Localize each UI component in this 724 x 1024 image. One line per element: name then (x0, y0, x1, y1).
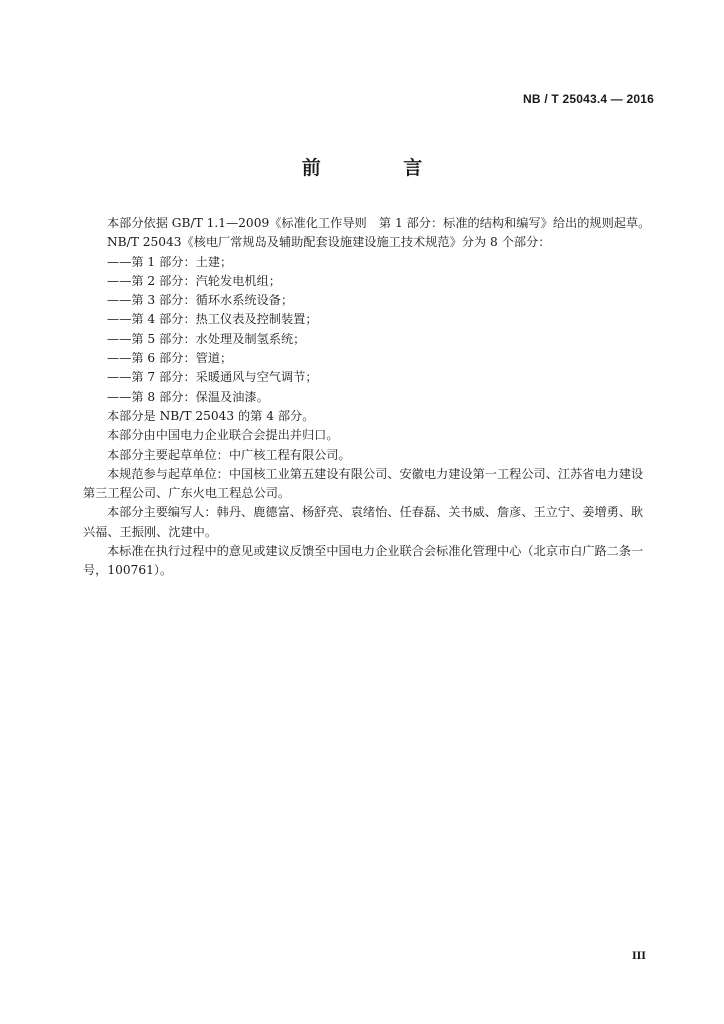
paragraph-proposer: 本部分由中国电力企业联合会提出并归口。 (107, 428, 339, 443)
paragraph-drafting-rules: 本部分依据 GB/T 1.1—2009《标准化工作导则 第 1 部分：标准的结构和编写》给出的规则起草。 (107, 216, 651, 230)
list-item-part-8: ——第 8 部分：保温及油漆。 (107, 389, 269, 404)
page-title: 前 言 (301, 157, 461, 179)
list-item-part-3: ——第 3 部分：循环水系统设备； (107, 293, 294, 308)
paragraph-participating-units: 本规范参与起草单位：中国核工业第五建设有限公司、安徽电力建设第一工程公司、江苏省电力建设第三工程公司、广东火电工程总公司。 (83, 466, 644, 501)
paragraph-feedback: 本标准在执行过程中的意见或建议反馈至中国电力企业联合会标准化管理中心（北京市白广路二条一号，100761）。 (83, 544, 644, 578)
paragraph-part-number: 本部分是 NB/T 25043 的第 4 部分。 (107, 408, 315, 423)
list-item-part-5: ——第 5 部分：水处理及制氢系统； (107, 331, 306, 346)
document-body (83, 214, 653, 581)
paragraph-parts-intro: NB/T 25043《核电厂常规岛及辅助配套设施建设施工技术规范》分为 8 个部分： (107, 235, 551, 250)
list-item-part-2: ——第 2 部分：汽轮发电机组； (107, 273, 281, 288)
page-number: III (631, 951, 646, 962)
paragraph-authors: 本部分主要编写人：韩丹、鹿德富、杨舒亮、袁绪怡、任春磊、关书威、詹彦、王立宁、姜增勇、耿兴福、王振刚、沈建中。 (83, 505, 644, 539)
list-item-part-7: ——第 7 部分：采暖通风与空气调节； (107, 370, 318, 385)
list-item-part-4: ——第 4 部分：热工仪表及控制装置； (107, 312, 318, 327)
paragraph-main-drafter: 本部分主要起草单位：中广核工程有限公司。 (107, 447, 351, 462)
list-item-part-1: ——第 1 部分：土建； (107, 254, 233, 269)
standard-code-header: NB / T 25043.4 — 2016 (523, 92, 654, 106)
list-item-part-6: ——第 6 部分：管道； (107, 351, 233, 366)
